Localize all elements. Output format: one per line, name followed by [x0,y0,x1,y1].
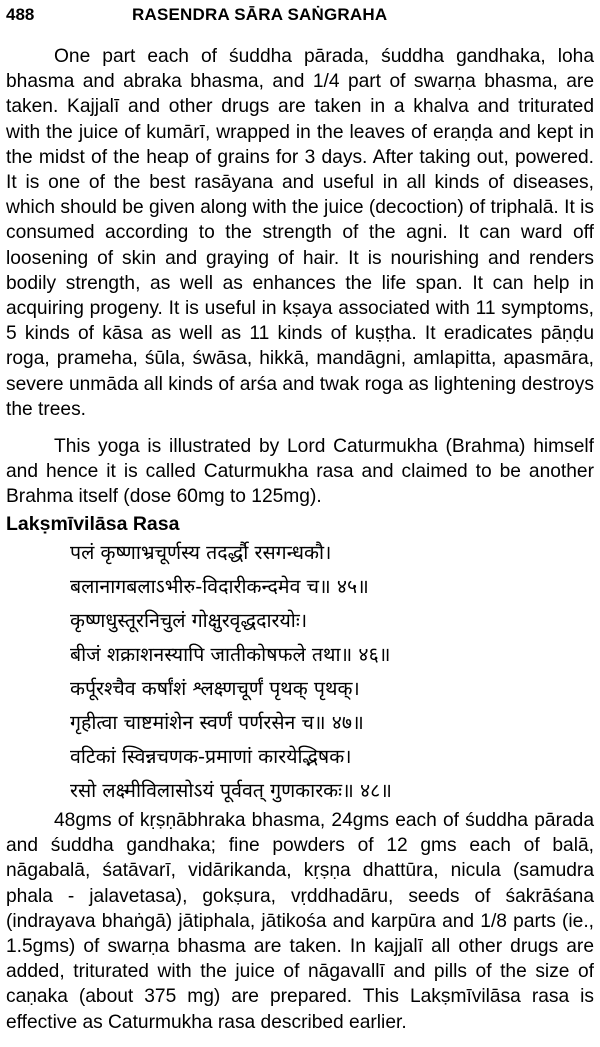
body-text-bottom [6,808,594,1035]
page-header [6,2,594,28]
verse-line: बलानागबलाऽभीरु-विदारीकन्दमेव च॥ ४५॥ [70,575,369,598]
running-title: RASENDRA SĀRA SAṄGRAHA [132,5,388,24]
body-text-top [6,44,594,422]
verse-line: गृहीत्वा चाष्टमांशेन स्वर्णं पर्णरसेन च॥ ४७॥ [70,711,364,734]
verse-line: बीजं शक्राशनस्यापि जातीकोषफले तथा॥ ४६॥ [70,643,391,666]
verse-line: कृष्णधुस्तूरनिचुलं गोक्षुरवृद्धदारयोः। [70,609,308,632]
paragraph-caturmukha-description: One part each of śuddha pārada, śuddha gandhaka, loha bhasma and abraka bhasma, and 1/4 part of swarṇa bhasma, are taken. Kajjalī and other drugs are taken in a khalva and triturated with the juice of kumārī, wrapped in the leaves of eraṇḍa and kept in the midst of the heap of grains for 3 days. After taking out, powered. It is one of the best rasāyana and useful in all kinds of diseases, which should be given along with the juice (decoction) of triphalā. It is consumed according to the strength of the agni. It can ward off loosening of skin and graying of hair. It is nourishing and renders bodily strength, as well as enhances the life span. It can help in acquiring progeny. It is useful in kṣaya associated with 11 symptoms, 5 kinds of kāsa as well as 11 kinds of kuṣṭha. It eradicates pāṇḍu roga, prameha, śūla, śwāsa, hikkā, mandāgni, amlapitta, apasmāra, severe unmāda all kinds of arśa and twak roga as lightening destroys the trees. [6,46,594,420]
paragraph-laksmivilasa-description: 48gms of kṛṣṇābhraka bhasma, 24gms each of śuddha pārada and śuddha gandhaka; fine powders of 12 gms each of balā, nāgabalā, śatāvarī, vidārikanda, kṛṣṇa dhattūra, nicula (samudra phala - jalavetasa), gokṣura, vṛddhadāru, seeds of śakrāśana (indrayava bhaṅgā) jātiphala, jātikośa and karpūra and 1/8 parts (ie., 1.5gms) of swarṇa bhasma are taken. In kajjalī all other drugs are added, triturated with the juice of nāgavallī and pills of the size of caṇaka (about 375 mg) are prepared. This Lakṣmīvilāsa rasa is effective as Caturmukha rasa described earlier. [6,810,594,1033]
verse-line: वटिकां स्विन्नचणक-प्रमाणां कारयेद्भिषक। [70,745,352,768]
page-number: 488 [6,5,35,24]
paragraph-caturmukha-dose: This yoga is illustrated by Lord Caturmukha (Brahma) himself and hence it is called Caturmukha rasa and claimed to be another Brahma itself (dose 60mg to 125mg). [6,436,594,508]
body-text-dose [6,434,594,510]
sanskrit-verses [70,536,600,808]
verse-line: रसो लक्ष्मीविलासोऽयं पूर्ववत् गुणकारकः॥ ४८॥ [70,779,392,802]
section-heading: Lakṣmīvilāsa Rasa [6,513,180,535]
verse-line: कर्पूरश्चैव कर्षांशं श्लक्ष्णचूर्णं पृथक् पृथक्। [70,677,360,700]
verse-line: पलं कृष्णाभ्रचूर्णस्य तदर्द्धौ रसगन्धकौ। [70,541,332,564]
